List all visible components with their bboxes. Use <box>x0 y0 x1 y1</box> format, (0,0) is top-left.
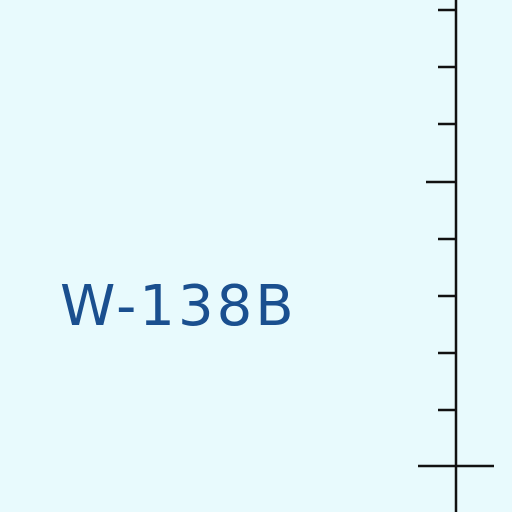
airspace-area-label: W-138B <box>60 274 297 339</box>
